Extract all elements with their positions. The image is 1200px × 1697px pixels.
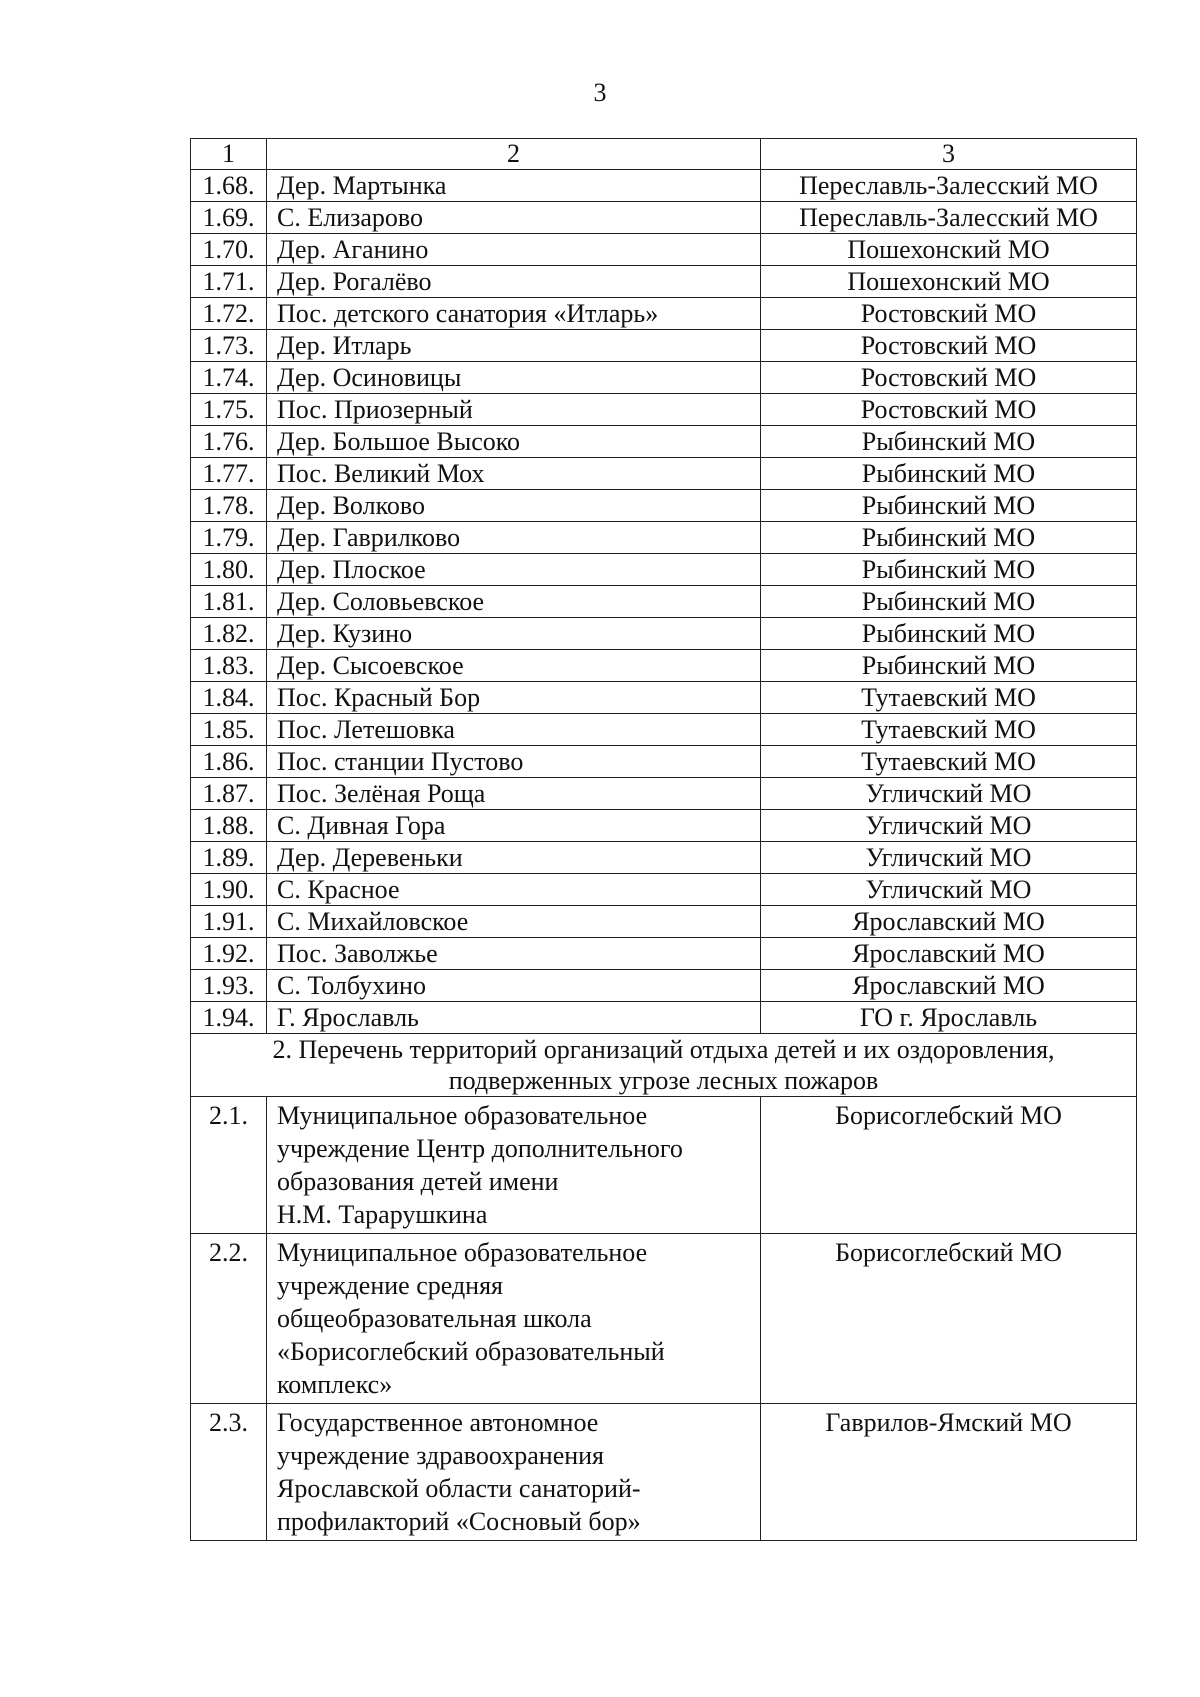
settlement-name: Дер. Мартынка: [267, 170, 761, 202]
row-number: 1.87.: [191, 778, 267, 810]
municipality-name: Тутаевский МО: [761, 682, 1137, 714]
municipality-name: Рыбинский МО: [761, 586, 1137, 618]
row-number: 1.91.: [191, 906, 267, 938]
row-number: 1.69.: [191, 202, 267, 234]
municipality-name: Ростовский МО: [761, 394, 1137, 426]
row-number: 1.70.: [191, 234, 267, 266]
row-number: 1.71.: [191, 266, 267, 298]
table-row: [191, 362, 1137, 394]
table-row: [191, 842, 1137, 874]
section-2-heading-line-1: 2. Перечень территорий организаций отдыха детей и их оздоровления,: [272, 1035, 1055, 1064]
settlement-name: Дер. Итларь: [267, 330, 761, 362]
row-number: 1.80.: [191, 554, 267, 586]
settlement-name: Пос. Приозерный: [267, 394, 761, 426]
municipality-name: Угличский МО: [761, 778, 1137, 810]
organization-name-line: профилакторий «Сосновый бор»: [277, 1507, 641, 1536]
row-number: 1.92.: [191, 938, 267, 970]
municipality-name: ГО г. Ярославль: [761, 1002, 1137, 1034]
organization-name: [267, 1097, 761, 1234]
organization-name-line: Государственное автономное: [277, 1408, 599, 1437]
row-number: 1.75.: [191, 394, 267, 426]
table-row: [191, 330, 1137, 362]
table-row: [191, 970, 1137, 1002]
settlement-name: Дер. Аганино: [267, 234, 761, 266]
table-row: [191, 810, 1137, 842]
table-row: [191, 618, 1137, 650]
row-number: 1.73.: [191, 330, 267, 362]
organization-name-line: учреждение Центр дополнительного: [277, 1134, 683, 1163]
table-row: [191, 586, 1137, 618]
settlement-name: Пос. Зелёная Роща: [267, 778, 761, 810]
settlement-name: Дер. Кузино: [267, 618, 761, 650]
municipality-name: Борисоглебский МО: [761, 1234, 1137, 1404]
municipality-name: Ростовский МО: [761, 362, 1137, 394]
municipality-name: Переславль-Залесский МО: [761, 170, 1137, 202]
settlement-name: С. Толбухино: [267, 970, 761, 1002]
municipality-name: Пошехонский МО: [761, 266, 1137, 298]
settlement-name: Пос. станции Пустово: [267, 746, 761, 778]
row-number: 2.1.: [191, 1097, 267, 1234]
settlement-name: Дер. Соловьевское: [267, 586, 761, 618]
settlement-name: С. Елизарово: [267, 202, 761, 234]
municipality-name: Пошехонский МО: [761, 234, 1137, 266]
settlement-name: Дер. Деревеньки: [267, 842, 761, 874]
municipality-name: Рыбинский МО: [761, 490, 1137, 522]
settlement-name: С. Красное: [267, 874, 761, 906]
row-number: 1.86.: [191, 746, 267, 778]
row-number: 1.68.: [191, 170, 267, 202]
table-row: [191, 554, 1137, 586]
municipality-name: Переславль-Залесский МО: [761, 202, 1137, 234]
row-number: 1.89.: [191, 842, 267, 874]
municipality-name: Тутаевский МО: [761, 714, 1137, 746]
organization-name-line: общеобразовательная школа: [277, 1304, 592, 1333]
table-row: [191, 938, 1137, 970]
settlement-name: Дер. Рогалёво: [267, 266, 761, 298]
municipality-name: Рыбинский МО: [761, 522, 1137, 554]
municipality-name: Ярославский МО: [761, 906, 1137, 938]
organization-name-line: учреждение здравоохранения: [277, 1441, 605, 1470]
table-row: [191, 746, 1137, 778]
settlement-name: С. Михайловское: [267, 906, 761, 938]
municipality-name: Рыбинский МО: [761, 554, 1137, 586]
organization-name-line: «Борисоглебский образовательный: [277, 1337, 665, 1366]
table-row: [191, 458, 1137, 490]
municipality-name: Угличский МО: [761, 842, 1137, 874]
row-number: 1.74.: [191, 362, 267, 394]
section-2-heading: [191, 1034, 1137, 1097]
settlement-name: Дер. Гаврилково: [267, 522, 761, 554]
municipality-name: Рыбинский МО: [761, 650, 1137, 682]
table-row: [191, 874, 1137, 906]
organization-name: [267, 1404, 761, 1541]
municipality-name: Рыбинский МО: [761, 426, 1137, 458]
row-number: 1.93.: [191, 970, 267, 1002]
organization-name-line: комплекс»: [277, 1370, 393, 1399]
table-row: [191, 1002, 1137, 1034]
table-header-row: [191, 139, 1137, 170]
organization-name-line: Муниципальное образовательное: [277, 1238, 648, 1267]
settlement-name: Дер. Плоское: [267, 554, 761, 586]
settlement-name: Дер. Осиновицы: [267, 362, 761, 394]
settlement-name: Пос. Летешовка: [267, 714, 761, 746]
row-number: 1.94.: [191, 1002, 267, 1034]
settlement-name: С. Дивная Гора: [267, 810, 761, 842]
table-row: [191, 234, 1137, 266]
settlement-name: Дер. Волково: [267, 490, 761, 522]
organization-name-line: Муниципальное образовательное: [277, 1101, 648, 1130]
organization-name-line: Ярославской области санаторий-: [277, 1474, 641, 1503]
row-number: 2.2.: [191, 1234, 267, 1404]
column-header-2: 2: [267, 139, 761, 170]
organization-row: [191, 1234, 1137, 1404]
municipality-name: Ростовский МО: [761, 330, 1137, 362]
table-row: [191, 682, 1137, 714]
table-row: [191, 778, 1137, 810]
table-row: [191, 650, 1137, 682]
organization-row: [191, 1097, 1137, 1234]
table-row: [191, 906, 1137, 938]
row-number: 2.3.: [191, 1404, 267, 1541]
municipality-name: Тутаевский МО: [761, 746, 1137, 778]
row-number: 1.83.: [191, 650, 267, 682]
page-number: 3: [593, 78, 607, 107]
organization-name: [267, 1234, 761, 1404]
row-number: 1.81.: [191, 586, 267, 618]
row-number: 1.77.: [191, 458, 267, 490]
row-number: 1.90.: [191, 874, 267, 906]
municipality-name: Ярославский МО: [761, 938, 1137, 970]
settlements-table: [190, 138, 1137, 1541]
column-header-3: 3: [761, 139, 1137, 170]
municipality-name: Угличский МО: [761, 810, 1137, 842]
table-row: [191, 426, 1137, 458]
row-number: 1.79.: [191, 522, 267, 554]
column-header-1: 1: [191, 139, 267, 170]
row-number: 1.88.: [191, 810, 267, 842]
table-row: [191, 266, 1137, 298]
table-row: [191, 394, 1137, 426]
row-number: 1.82.: [191, 618, 267, 650]
table-row: [191, 714, 1137, 746]
organization-row: [191, 1404, 1137, 1541]
section-2-heading-row: [191, 1034, 1137, 1097]
organization-name-line: учреждение средняя: [277, 1271, 504, 1300]
settlement-name: Пос. Заволжье: [267, 938, 761, 970]
settlement-name: Г. Ярославль: [267, 1002, 761, 1034]
municipality-name: Рыбинский МО: [761, 618, 1137, 650]
settlement-name: Пос. детского санатория «Итларь»: [267, 298, 761, 330]
row-number: 1.84.: [191, 682, 267, 714]
table-row: [191, 170, 1137, 202]
municipality-name: Борисоглебский МО: [761, 1097, 1137, 1234]
organization-name-line: Н.М. Тарарушкина: [277, 1200, 488, 1229]
municipality-name: Гаврилов-Ямский МО: [761, 1404, 1137, 1541]
municipality-name: Рыбинский МО: [761, 458, 1137, 490]
settlement-name: Дер. Большое Высоко: [267, 426, 761, 458]
settlement-name: Дер. Сысоевское: [267, 650, 761, 682]
table-row: [191, 522, 1137, 554]
row-number: 1.76.: [191, 426, 267, 458]
table-row: [191, 298, 1137, 330]
settlement-name: Пос. Красный Бор: [267, 682, 761, 714]
row-number: 1.78.: [191, 490, 267, 522]
row-number: 1.85.: [191, 714, 267, 746]
settlement-name: Пос. Великий Мох: [267, 458, 761, 490]
municipality-name: Ярославский МО: [761, 970, 1137, 1002]
organization-name-line: образования детей имени: [277, 1167, 559, 1196]
section-2-heading-line-2: подверженных угрозе лесных пожаров: [448, 1066, 879, 1095]
municipality-name: Ростовский МО: [761, 298, 1137, 330]
municipality-name: Угличский МО: [761, 874, 1137, 906]
row-number: 1.72.: [191, 298, 267, 330]
table-row: [191, 490, 1137, 522]
table-row: [191, 202, 1137, 234]
